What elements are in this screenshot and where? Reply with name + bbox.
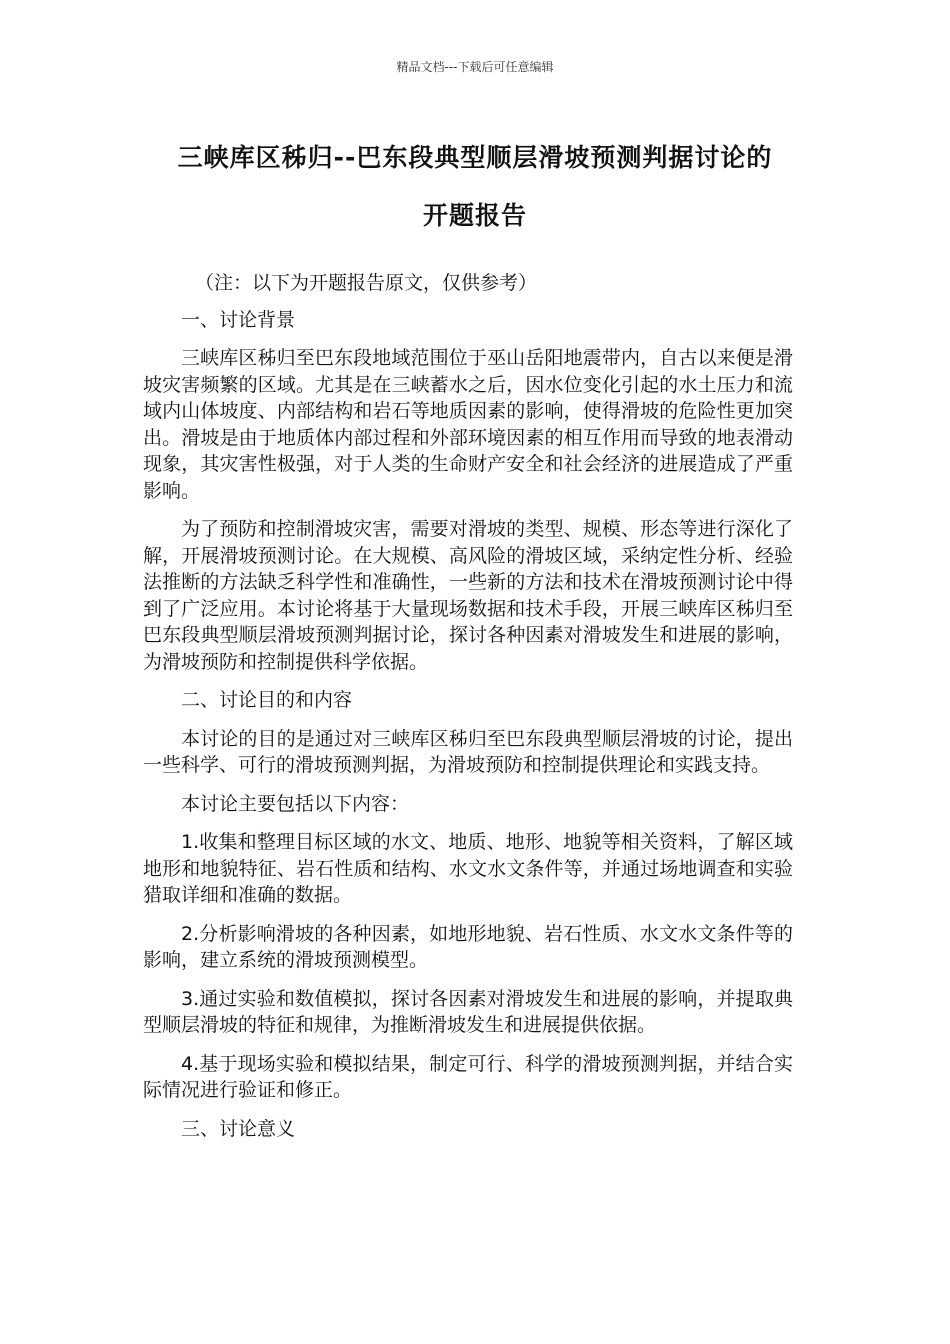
list-item-3: 3.通过实验和数值模拟，探讨各因素对滑坡发生和进展的影响，并提取典型顺层滑坡的特征和规律，为推断滑坡发生和进展提供依据。 [143, 987, 793, 1036]
note-text: （注：以下为开题报告原文，仅供参考） [195, 272, 538, 294]
document-body [143, 270, 793, 1154]
list-item-1: 1.收集和整理目标区域的水文、地质、地形、地貌等相关资料，了解区域地形和地貌特征、岩石性质和结构、水文水文条件等，并通过场地调查和实验猎取详细和准确的数据。 [143, 831, 793, 906]
document-title-line-2: 开题报告 [422, 201, 527, 230]
paragraph-background-2: 为了预防和控制滑坡灾害，需要对滑坡的类型、规模、形态等进行深化了解，开展滑坡预测讨论。在大规模、高风险的滑坡区域，采纳定性分析、经验法推断的方法缺乏科学性和准确性，一些新的方法和技术在滑坡预测讨论中得到了广泛应用。本讨论将基于大量现场数据和技术手段，开展三峡库区秭归至巴东段典型顺层滑坡预测判据讨论，探讨各种因素对滑坡发生和进展的影响，为滑坡预防和控制提供科学依据。 [143, 518, 793, 673]
paragraph-purpose-2: 本讨论主要包括以下内容： [181, 792, 410, 815]
paragraph-background-1: 三峡库区秭归至巴东段地域范围位于巫山岳阳地震带内，自古以来便是滑坡灾害频繁的区域。尤其是在三峡蓄水之后，因水位变化引起的水土压力和流域内山体坡度、内部结构和岩石等地质因素的影响，使得滑坡的危险性更加突出。滑坡是由于地质体内部过程和外部环境因素的相互作用而导致的地表滑动现象，其灾害性极强，对于人类的生命财产安全和社会经济的进展造成了严重影响。 [143, 347, 793, 502]
section-heading-purpose: 二、讨论目的和内容 [181, 689, 353, 711]
section-heading-significance: 三、讨论意义 [181, 1117, 296, 1140]
list-item-2: 2.分析影响滑坡的各种因素，如地形地貌、岩石性质、水文水文条件等的影响，建立系统的滑坡预测模型。 [143, 922, 793, 971]
list-item-4: 4.基于现场实验和模拟结果，制定可行、科学的滑坡预测判据，并结合实际情况进行验证和修正。 [143, 1052, 793, 1101]
document-title-line-1: 三峡库区秭归--巴东段典型顺层滑坡预测判据讨论的 [177, 143, 773, 172]
section-heading-background: 一、讨论背景 [181, 308, 296, 331]
paragraph-purpose-1: 本讨论的目的是通过对三峡库区秭归至巴东段典型顺层滑坡的讨论，提出一些科学、可行的滑坡预测判据，为滑坡预防和控制提供理论和实践支持。 [143, 727, 793, 776]
header-note: 精品文档---下载后可任意编辑 [396, 60, 554, 74]
